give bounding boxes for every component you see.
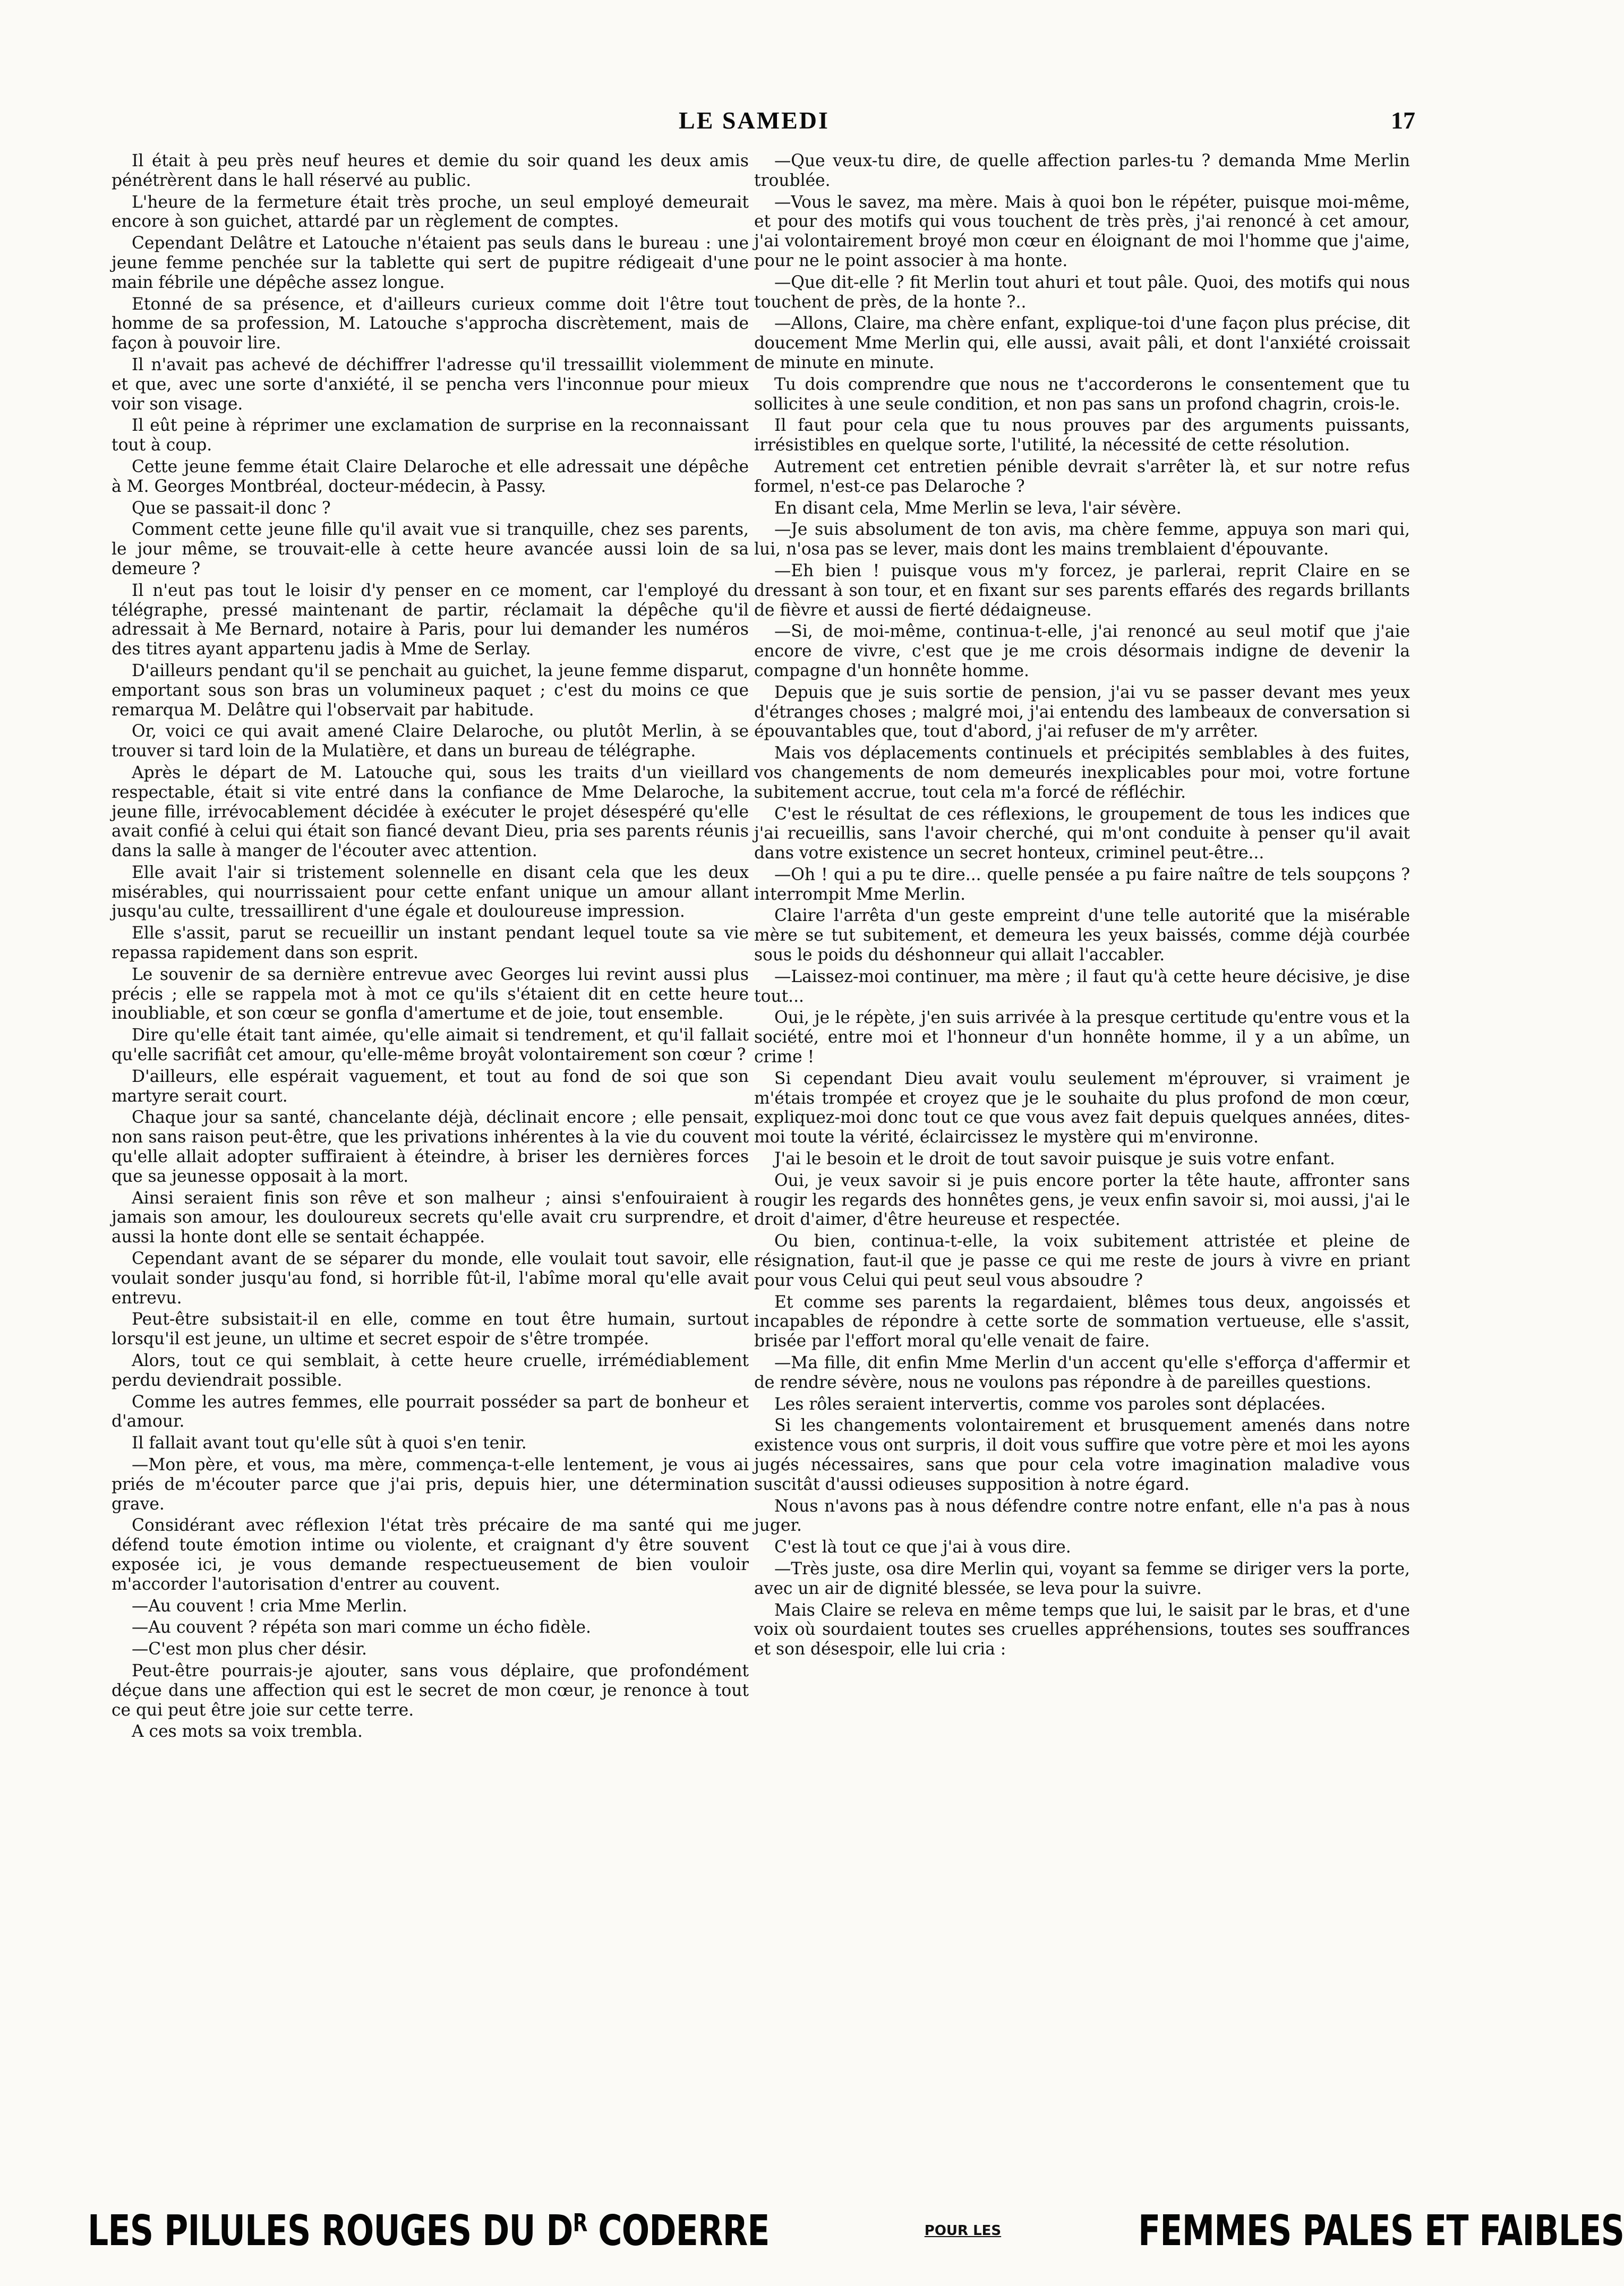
paragraph: Chaque jour sa santé, chancelante déjà, déclinait encore ; elle pensait, non sans raison peut-être, que les privations inhérentes à la vie du couvent qu'elle allait adopter suffiraient à éteindre, à briser les dernières forces que sa jeunesse opposait à la mort. (112, 1108, 749, 1186)
paragraph: Comme les autres femmes, elle pourrait posséder sa part de bonheur et d'amour. (112, 1392, 749, 1431)
page-number: 17 (1391, 107, 1415, 134)
paragraph: Le souvenir de sa dernière entrevue avec Georges lui revint aussi plus précis ; elle se rappela mot à mot ce qu'ils s'étaient dit en cette heure inoubliable, et son cœur se gonfla d'amertume et de joie, tout ensemble. (112, 965, 749, 1023)
paragraph: Nous n'avons pas à nous défendre contre notre enfant, elle n'a pas à nous juger. (754, 1496, 1410, 1536)
paragraph: Il était à peu près neuf heures et demie du soir quand les deux amis pénétrèrent dans le hall réservé au public. (112, 151, 749, 190)
paragraph: —Oh ! qui a pu te dire... quelle pensée a pu faire naître de tels soupçons ? interrompit Mme Merlin. (754, 865, 1410, 904)
paragraph: Claire l'arrêta d'un geste empreint d'une telle autorité que la misérable mère se tut subitement, et demeura les yeux baissés, comme déjà courbée sous le poids du déshonneur qui allait l'accabler. (754, 906, 1410, 965)
paragraph: —Allons, Claire, ma chère enfant, explique-toi d'une façon plus précise, dit doucement Mme Merlin qui, elle aussi, avait pâli, et dont l'anxiété croissait de minute en minute. (754, 314, 1410, 372)
paragraph: D'ailleurs pendant qu'il se penchait au guichet, la jeune femme disparut, emportant sous son bras un volumineux paquet ; c'est du moins ce que remarqua M. Delâtre qui l'observait par habitude. (112, 661, 749, 720)
paragraph: Tu dois comprendre que nous ne t'accorderons le consentement que tu sollicites à une seule condition, et non pas sans un profond chagrin, crois-le. (754, 374, 1410, 414)
paragraph: —Au couvent ! cria Mme Merlin. (132, 1596, 407, 1616)
paragraph: Oui, je le répète, j'en suis arrivée à la presque certitude qu'entre vous et la société, entre moi et l'honneur d'un honnête homme, il y a un abîme, un crime ! (754, 1008, 1410, 1067)
paragraph: Considérant avec réflexion l'état très précaire de ma santé qui me défend toute émotion intime ou violente, et craignant d'y être souvent exposée ici, je vous demande respectueusement de bien vouloir m'accorder l'autorisation d'entrer au couvent. (112, 1516, 749, 1594)
paragraph: Mais vos déplacements continuels et précipités semblables à des fuites, vos changements de nom demeurés inexplicables pour moi, votre fortune subitement accrue, tout cela m'a forcé de réfléchir. (754, 744, 1410, 802)
paragraph: Si les changements volontairement et brusquement amenés dans notre existence vous ont surpris, il doit vous suffire que votre père et moi les ayons jugés nécessaires, sans que pour cela votre imagination maladive vous suscitât d'aussi odieuses supposition à notre égard. (754, 1416, 1410, 1494)
paragraph: Après le départ de M. Latouche qui, sous les traits d'un vieillard respectable, était si vite entré dans la confiance de Mme Delaroche, la jeune fille, irrévocablement décidée à exécuter le projet désespéré qu'elle avait confié à celui qui était son fiancé devant Dieu, pria ses parents réunis dans la salle à manger de l'écouter avec attention. (112, 763, 749, 861)
ad-middle-text: POUR LES (924, 2223, 1002, 2239)
ad-left-superscript: R (572, 2208, 587, 2237)
ad-right-text: FEMMES PALES ET FAIBLES (1138, 2206, 1624, 2255)
paragraph: Ainsi seraient finis son rêve et son malheur ; ainsi s'enfouiraient à jamais son amour, les douloureux secrets qu'elle avait cru surprendre, et aussi la honte dont elle se sentait échappée. (112, 1188, 749, 1247)
paragraph: Que se passait-il donc ? (132, 498, 331, 518)
paragraph: En disant cela, Mme Merlin se leva, l'air sévère. (774, 498, 1182, 518)
paragraph: Il fallait avant tout qu'elle sût à quoi s'en tenir. (132, 1434, 527, 1453)
paragraph: Dire qu'elle était tant aimée, qu'elle aimait si tendrement, et qu'il fallait qu'elle sacrifiât cet amour, qu'elle-même broyât volontairement son cœur ? (112, 1026, 749, 1065)
paragraph: D'ailleurs, elle espérait vaguement, et tout au fond de soi que son martyre serait court. (112, 1067, 749, 1106)
paragraph: —C'est mon plus cher désir. (132, 1640, 367, 1659)
paragraph: —Eh bien ! puisque vous m'y forcez, je parlerai, reprit Claire en se dressant à son tour, et en fixant sur ses parents effarés des regards brillants de fièvre et aussi de fierté dédaigneuse. (754, 561, 1410, 620)
paragraph: Comment cette jeune fille qu'il avait vue si tranquille, chez ses parents, le jour même, se trouvait-elle à cette heure avancée aussi loin de sa demeure ? (112, 520, 749, 578)
paragraph: Cependant Delâtre et Latouche n'étaient pas seuls dans le bureau : une jeune femme penchée sur la tablette qui sert de pupitre rédigeait d'une main fébrile une dépêche assez longue. (112, 234, 749, 292)
page-header (93, 106, 1415, 138)
paragraph: —Que veux-tu dire, de quelle affection parles-tu ? demanda Mme Merlin troublée. (754, 151, 1410, 190)
paragraph: Elle s'assit, parut se recueillir un instant pendant lequel toute sa vie repassa rapidement dans son esprit. (112, 924, 749, 963)
paragraph: Autrement cet entretien pénible devrait s'arrêter là, et sur notre refus formel, n'est-ce pas Delaroche ? (754, 457, 1410, 496)
paragraph: Etonné de sa présence, et d'ailleurs curieux comme doit l'être tout homme de sa profession, M. Latouche s'approcha discrètement, mais de façon à pouvoir lire. (112, 294, 749, 353)
newspaper-title: LE SAMEDI (679, 107, 830, 134)
right-column (754, 151, 1410, 2063)
paragraph: Or, voici ce qui avait amené Claire Delaroche, ou plutôt Merlin, à se trouver si tard loin de la Mulatière, et dans un bureau de télégraphe. (112, 722, 749, 761)
paragraph: C'est là tout ce que j'ai à vous dire. (774, 1538, 1071, 1557)
paragraph: —Laissez-moi continuer, ma mère ; il faut qu'à cette heure décisive, je dise tout... (754, 967, 1410, 1006)
paragraph: —Ma fille, dit enfin Mme Merlin d'un accent qu'elle s'efforça d'affermir et de rendre sévère, nous ne voulons pas répondre à de pareilles questions. (754, 1353, 1410, 1392)
paragraph: Oui, je veux savoir si je puis encore porter la tête haute, affronter sans rougir les regards des honnêtes gens, je veux enfin savoir si, moi aussi, j'ai le droit d'aimer, d'être heureuse et respectée. (754, 1171, 1410, 1230)
paragraph: Elle avait l'air si tristement solennelle en disant cela que les deux misérables, qui nourrissaient pour cette enfant unique un amour allant jusqu'au culte, tressaillirent d'une égale et douloureuse impression. (112, 863, 749, 922)
ad-left-main: LES PILULES ROUGES DU D (88, 2206, 573, 2255)
paragraph: Il faut pour cela que tu nous prouves par des arguments puissants, irrésistibles en quelque sorte, l'utilité, la nécessité de cette résolution. (754, 416, 1410, 455)
paragraph: Alors, tout ce qui semblait, à cette heure cruelle, irrémédiablement perdu deviendrait possible. (112, 1351, 749, 1390)
advertisement-banner (88, 2202, 1624, 2260)
paragraph: —Vous le savez, ma mère. Mais à quoi bon le répéter, puisque moi-même, et pour des motifs qui vous touchent de très près, j'ai renoncé à cet amour, j'ai volontairement broyé mon cœur en éloignant de moi l'homme que j'aime, pour ne le point associer à ma honte. (754, 192, 1410, 270)
paragraph: —Si, de moi-même, continua-t-elle, j'ai renoncé au seul motif que j'aie encore de vivre, c'est que je me crois désormais indigne de devenir la compagne d'un honnête homme. (754, 622, 1410, 680)
paragraph: L'heure de la fermeture était très proche, un seul employé demeurait encore à son guichet, attardé par un règlement de comptes. (112, 192, 749, 232)
paragraph: Et comme ses parents la regardaient, blêmes tous deux, angoissés et incapables de répondre à cette sorte de sommation vertueuse, elle s'assit, brisée par l'effort moral qu'elle venait de faire. (754, 1292, 1410, 1351)
paragraph: Ou bien, continua-t-elle, la voix subitement attristée et pleine de résignation, faut-il que je passe ce qui me reste de jours à vivre en priant pour vous Celui qui peut seul vous absoudre ? (754, 1232, 1410, 1290)
paragraph: —Très juste, osa dire Merlin qui, voyant sa femme se diriger vers la porte, avec un air de dignité blessée, se leva pour la suivre. (754, 1559, 1410, 1598)
paragraph: J'ai le besoin et le droit de tout savoir puisque je suis votre enfant. (774, 1149, 1335, 1169)
paragraph: Si cependant Dieu avait voulu seulement m'éprouver, si vraiment je m'étais trompée et croyez que je le souhaite du plus profond de mon cœur, expliquez-moi donc tout ce que vous avez fait depuis quelques années, dites-moi toute la vérité, éclaircissez le mystère qui m'environne. (754, 1069, 1410, 1147)
paragraph: Cependant avant de se séparer du monde, elle voulait tout savoir, elle voulait sonder jusqu'au fond, si horrible fût-il, l'abîme moral qu'elle avait entrevu. (112, 1249, 749, 1308)
paragraph: Il n'avait pas achevé de déchiffrer l'adresse qu'il tressaillit violemment et que, avec une sorte d'anxiété, il se pencha vers l'inconnue pour mieux voir son visage. (112, 355, 749, 414)
left-column (112, 151, 749, 2063)
paragraph: Mais Claire se releva en même temps que lui, le saisit par le bras, et d'une voix où sourdaient toutes ses cruelles appréhensions, toutes ses souffrances et son désespoir, elle lui cria : (754, 1600, 1410, 1659)
paragraph: C'est le résultat de ces réflexions, le groupement de tous les indices que j'ai recueillis, sans l'avoir cherché, qui m'ont conduite à penser qu'il avait dans votre existence un secret honteux, criminel peut-être... (754, 804, 1410, 863)
paragraph: Il n'eut pas tout le loisir d'y penser en ce moment, car l'employé du télégraphe, pressé maintenant de partir, réclamait la dépêche qu'il adressait à Me Bernard, notaire à Paris, pour lui demander les numéros des titres ayant appartenu jadis à Mme de Serlay. (112, 581, 749, 659)
paragraph: A ces mots sa voix trembla. (132, 1722, 363, 1742)
paragraph: Il eût peine à réprimer une exclamation de surprise en la reconnaissant tout à coup. (112, 416, 749, 455)
paragraph: Les rôles seraient intervertis, comme vos paroles sont déplacées. (774, 1394, 1326, 1414)
paragraph: —Mon père, et vous, ma mère, commença-t-elle lentement, je vous ai priés de m'écouter parce que j'ai pris, depuis hier, une détermination grave. (112, 1455, 749, 1514)
paragraph: Depuis que je suis sortie de pension, j'ai vu se passer devant mes yeux d'étranges choses ; malgré moi, j'ai entendu des lambeaux de conversation si épouvantables que, tout d'abord, j'ai refuser de m'y arrêter. (754, 683, 1410, 741)
paragraph: —Que dit-elle ? fit Merlin tout ahuri et tout pâle. Quoi, des motifs qui nous touchent de près, de la honte ?.. (754, 272, 1410, 312)
ad-left-end: CODERRE (587, 2206, 770, 2255)
ad-left-text (88, 2206, 770, 2255)
paragraph: —Je suis absolument de ton avis, ma chère femme, appuya son mari qui, lui, n'osa pas se lever, mais dont les mains tremblaient d'épouvante. (754, 520, 1410, 559)
paragraph: —Au couvent ? répéta son mari comme un écho fidèle. (132, 1618, 591, 1637)
paragraph: Cette jeune femme était Claire Delaroche et elle adressait une dépêche à M. Georges Montbréal, docteur-médecin, à Passy. (112, 457, 749, 496)
paragraph: Peut-être subsistait-il en elle, comme en tout être humain, surtout lorsqu'il est jeune, un ultime et secret espoir de s'être trompée. (112, 1310, 749, 1349)
paragraph: Peut-être pourrais-je ajouter, sans vous déplaire, que profondément déçue dans une affection qui est le secret de mon cœur, je renonce à tout ce qui peut être joie sur cette terre. (112, 1661, 749, 1720)
